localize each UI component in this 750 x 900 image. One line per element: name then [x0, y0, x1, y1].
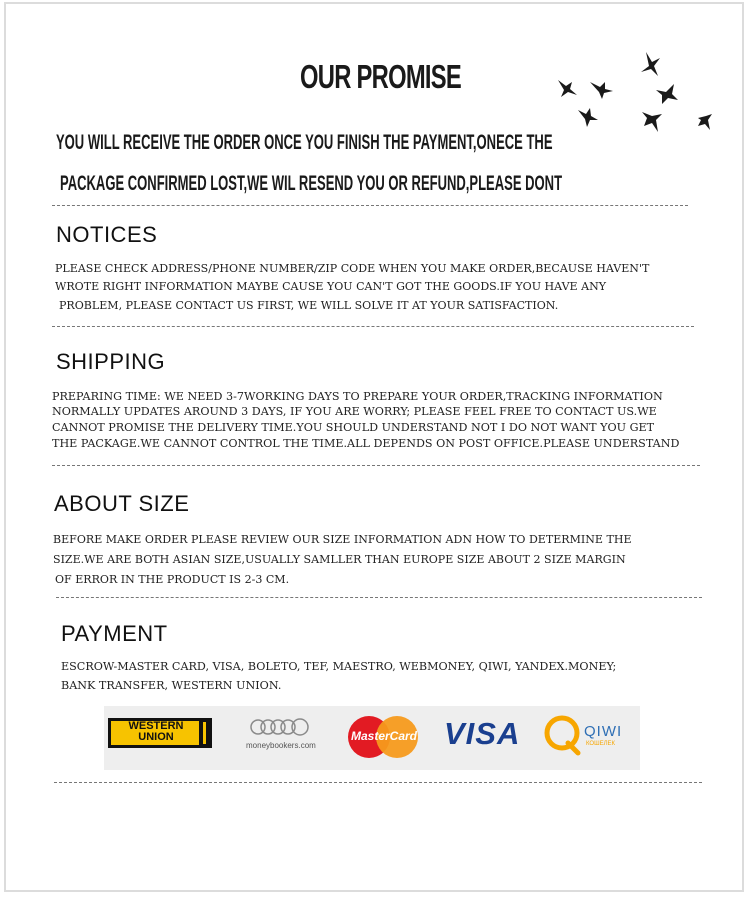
payment-line-1: ESCROW-MASTER CARD, VISA, BOLETO, TEF, MAESTRO, WEBMONEY, QIWI, YANDEX.MONEY;: [61, 659, 617, 673]
mastercard-logo: [348, 716, 420, 758]
qiwi-logo: [542, 713, 638, 761]
divider: [52, 465, 700, 466]
moneybookers-rings-icon: [248, 716, 318, 738]
payment-title: PAYMENT: [61, 621, 168, 646]
divider: [54, 782, 702, 783]
about-size-line-1: BEFORE MAKE ORDER PLEASE REVIEW OUR SIZE INFORMATION ADN HOW TO DETERMINE THE: [53, 532, 632, 546]
about-size-line-2: SIZE.WE ARE BOTH ASIAN SIZE,USUALLY SAMLLER THAN EUROPE SIZE ABOUT 2 SIZE MARGIN: [53, 552, 626, 566]
mastercard-text: MasterCard: [350, 729, 418, 743]
shipping-line-4: THE PACKAGE.WE CANNOT CONTROL THE TIME.ALL DEPENDS ON POST OFFICE.PLEASE UNDERSTAND: [52, 436, 680, 450]
promise-line-2: PACKAGE CONFIRMED LOST,WE WIL RESEND YOU OR REFUND,PLEASE DONT: [60, 172, 563, 195]
western-union-logo: [108, 718, 212, 748]
flying-birds-icon: [550, 40, 730, 150]
divider: [56, 597, 702, 598]
shipping-line-2: NORMALLY UPDATES AROUND 3 DAYS, IF YOU ARE WORRY; PLEASE FEEL FREE TO CONTACT US.WE: [52, 404, 657, 418]
qiwi-subtext: КОШЕЛЕК: [586, 741, 616, 747]
about-size-line-3: OF ERROR IN THE PRODUCT IS 2-3 CM.: [55, 572, 290, 586]
qiwi-circle-icon: [542, 713, 586, 757]
shipping-line-1: PREPARING TIME: WE NEED 3-7WORKING DAYS TO PREPARE YOUR ORDER,TRACKING INFORMATION: [52, 389, 663, 403]
promise-line-1: YOU WILL RECEIVE THE ORDER ONCE YOU FINISH THE PAYMENT,ONECE THE: [56, 131, 553, 154]
moneybookers-suffix: .com: [298, 741, 316, 750]
western-union-bottom-text: UNION: [138, 731, 174, 743]
divider: [52, 205, 688, 206]
notices-line-1: PLEASE CHECK ADDRESS/PHONE NUMBER/ZIP CODE WHEN YOU MAKE ORDER,BECAUSE HAVEN'T: [55, 261, 650, 275]
about-size-title: ABOUT SIZE: [54, 491, 190, 516]
notices-line-3: PROBLEM, PLEASE CONTACT US FIRST, WE WILL SOLVE IT AT YOUR SATISFACTION.: [59, 298, 559, 312]
divider: [52, 326, 694, 327]
page-title: OUR PROMISE: [300, 58, 462, 95]
moneybookers-logo: [244, 716, 324, 754]
shipping-title: SHIPPING: [56, 349, 166, 374]
visa-logo: VISA: [444, 716, 521, 751]
western-union-top-text: WESTERN: [128, 720, 184, 732]
notices-line-2: WROTE RIGHT INFORMATION MAYBE CAUSE YOU CAN'T GOT THE GOODS.IF YOU HAVE ANY: [55, 279, 607, 293]
payment-line-2: BANK TRANSFER, WESTERN UNION.: [61, 678, 282, 692]
qiwi-text: QIWI: [584, 723, 623, 740]
shipping-line-3: CANNOT PROMISE THE DELIVERY TIME.YOU SHOULD UNDERSTAND NOT I DO NOT WANT YOU GET: [52, 420, 655, 434]
moneybookers-text: moneybookers: [246, 741, 299, 750]
notices-title: NOTICES: [56, 222, 158, 247]
